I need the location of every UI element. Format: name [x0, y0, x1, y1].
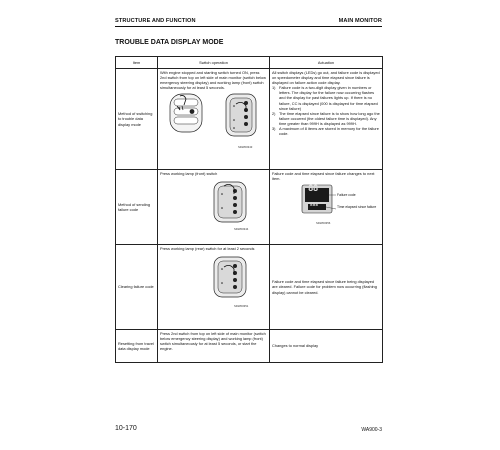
display-figure	[272, 183, 380, 229]
list-text: Failure code is a two-digit display given in numbers or letters. The display for the failure now occurring flashes and the display for past failures lights up. If there is no failure, CC is displayed (000 is displayed for time elapsed since failure)	[279, 85, 378, 111]
table-header-row	[116, 57, 383, 69]
header-rule	[115, 26, 382, 27]
figure-code: SDW00343	[238, 145, 253, 150]
col-header-actuation: Actuation	[270, 57, 383, 69]
table-row	[116, 69, 383, 170]
list-item	[272, 85, 380, 110]
switch-panel-drawing	[160, 178, 268, 234]
elapsed-time-display: 888	[310, 203, 319, 209]
switch-text: Press working lamp (front) switch	[160, 171, 218, 176]
trouble-data-table	[115, 56, 383, 363]
switch-cell: Press 2nd switch from top on left side of main monitor (switch below emergency steering display) and working lamp (front) switch simultaneously for at least 5 seconds, or start the engine.	[158, 330, 270, 363]
switch-cell	[158, 245, 270, 330]
item-cell: Method of switching to trouble data display mode	[116, 69, 158, 170]
list-text: A maximum of 8 items are stored in memory for the failure code.	[279, 126, 379, 137]
col-header-item: Item	[116, 57, 158, 69]
page-title: TROUBLE DATA DISPLAY MODE	[115, 39, 224, 46]
actuation-cell: Changes to normal display	[270, 330, 383, 363]
table-row	[116, 170, 383, 245]
failure-code-label: Failure code	[337, 193, 356, 198]
list-number: 1)	[272, 85, 276, 91]
failure-code-display: 88	[308, 184, 318, 195]
figure-code: SDW00356	[316, 221, 331, 226]
actuation-cell	[270, 170, 383, 245]
switch-panel-figure	[160, 178, 267, 234]
list-number: 2)	[272, 110, 276, 116]
item-cell: Method of sending failure code	[116, 170, 158, 245]
switch-panel-drawing	[160, 92, 268, 152]
table-row	[116, 245, 383, 330]
switch-text: Press working lamp (rear) switch for at least 2 seconds	[160, 246, 255, 251]
elapsed-time-label: Time elapsed since failure	[337, 205, 377, 210]
actuation-cell: Failure code and time elapsed since failure being displayed are cleared. Failure code for problem now occurring (flashing display) cannot be cleared.	[270, 245, 383, 330]
table-row	[116, 330, 383, 363]
switch-panel-drawing	[160, 253, 268, 311]
actuation-list	[272, 85, 380, 136]
actuation-cell	[270, 69, 383, 170]
model-code: WA900-3	[361, 427, 382, 433]
header-section-title: STRUCTURE AND FUNCTION	[115, 18, 196, 24]
list-item	[272, 111, 380, 126]
header-chapter-title: MAIN MONITOR	[338, 18, 382, 24]
list-text: The time elapsed since failure is to show how long ago the failure occurred (the oldest failure time is displayed). Any time greater than 999H is displayed as 999H.	[279, 110, 380, 126]
list-item	[272, 126, 380, 136]
col-header-switch: Switch operation	[158, 57, 270, 69]
item-cell: Resetting from travel data display mode	[116, 330, 158, 363]
switch-cell	[158, 69, 270, 170]
switch-cell	[158, 170, 270, 245]
list-number: 3)	[272, 126, 276, 132]
figure-code: SDW00351	[234, 304, 249, 309]
actuation-text: Failure code and time elapsed since failure changes to next item.	[272, 171, 375, 182]
figure-code: SDW00344	[234, 227, 249, 232]
actuation-intro: All switch displays (LEDs) go out, and failure code is displayed on speedometer display and time elapsed since failure is displayed on failure action code display.	[272, 70, 380, 86]
item-cell: Clearing failure code	[116, 245, 158, 330]
switch-panel-figure	[160, 92, 267, 152]
page-number: 10-170	[115, 425, 137, 432]
switch-panel-figure	[160, 253, 267, 311]
switch-text: With engine stopped and starting switch turned ON, press 2nd switch from top on left side of main monitor (switch below emergency steering display) and working lamp (front) switch simultaneously for at least 5 seconds.	[160, 70, 266, 91]
